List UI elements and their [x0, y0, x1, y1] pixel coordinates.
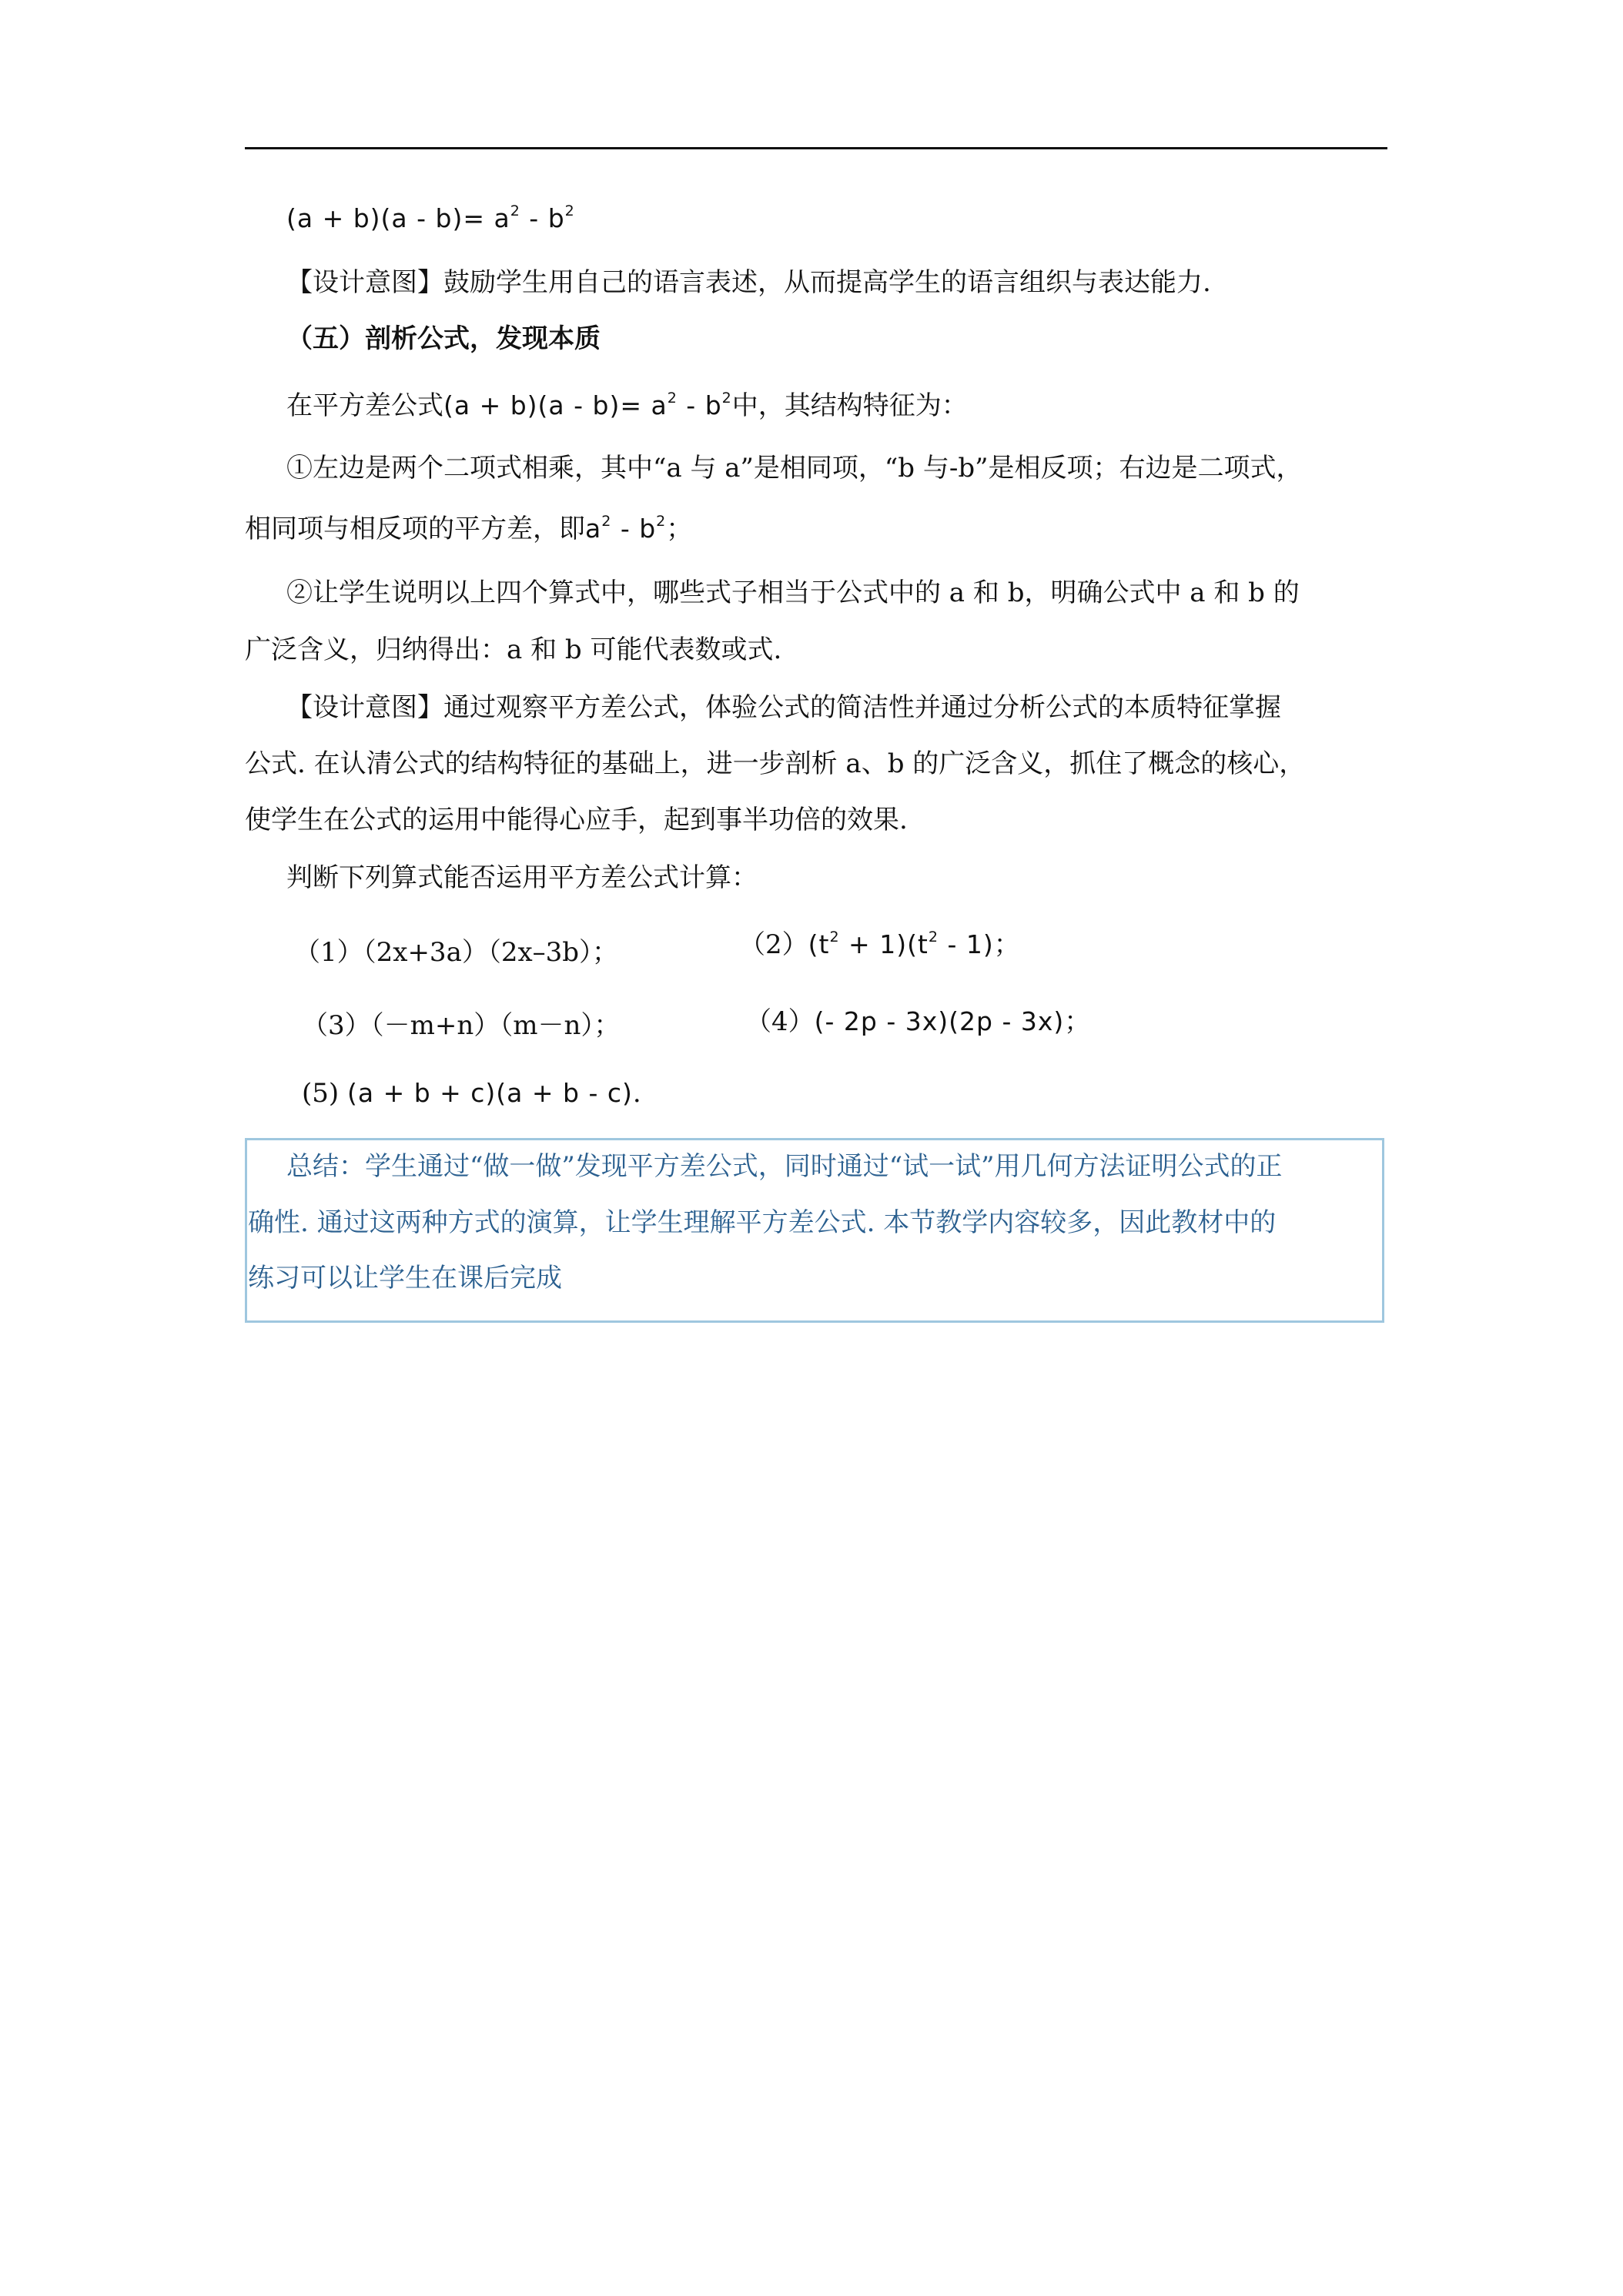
exercise-tail: ； — [993, 929, 1020, 960]
exercise-number: （2） — [739, 929, 808, 960]
exercise-1 — [294, 935, 618, 969]
formula-exponent: 2 — [928, 929, 939, 946]
exercise-expression — [808, 929, 994, 959]
formula-exponent: 2 — [564, 202, 575, 219]
exercise-number: （1） — [294, 937, 363, 968]
intro-formula — [443, 390, 732, 420]
exercise-2 — [739, 928, 1020, 962]
formula-exponent: 2 — [601, 513, 612, 530]
design-intent-2-line-2: 公式. 在认清公式的结构特征的基础上，进一步剖析 a、b 的广泛含义，抓住了概念的核心， — [245, 748, 1306, 779]
exercise-tail: . — [632, 1078, 641, 1109]
point-1-suffix: ； — [666, 514, 693, 544]
point-1-prefix: 相同项与相反项的平方差，即 — [245, 514, 585, 544]
exercise-number: （4） — [745, 1006, 815, 1037]
exercise-3 — [302, 1009, 620, 1043]
formula-part: - b — [520, 203, 565, 233]
formula-part: (a + b)(a - b)= a — [443, 390, 668, 420]
exercise-number: （3） — [302, 1010, 371, 1041]
summary-line-1: 总结：学生通过“做一做”发现平方差公式，同时通过“试一试”用几何方法证明公式的正 — [286, 1151, 1283, 1182]
design-intent-2-line-1: 【设计意图】通过观察平方差公式，体验公式的简洁性并通过分析公式的本质特征掌握 — [286, 692, 1281, 723]
formula-part: (t — [808, 929, 830, 959]
section-five-title: （五）剖析公式，发现本质 — [286, 323, 601, 354]
formula-part: - b — [677, 390, 722, 420]
formula-part: - 1) — [938, 929, 994, 959]
formula-part: (a + b)(a - b)= a — [286, 203, 510, 233]
intro-prefix: 在平方差公式 — [286, 390, 443, 421]
formula-part: a — [585, 514, 602, 544]
exercise-expression: （－m+n）（m－n）； — [370, 1010, 621, 1041]
formula-exponent: 2 — [829, 929, 840, 946]
exercise-prompt: 判断下列算式能否运用平方差公式计算： — [286, 862, 758, 893]
exercise-5 — [302, 1076, 641, 1110]
formula-difference-of-squares — [286, 202, 575, 236]
point-1-line-1: ①左边是两个二项式相乘，其中“a 与 a”是相同项，“b 与-b”是相反项；右边是二项式， — [286, 453, 1303, 484]
exercise-expression: (- 2p - 3x)(2p - 3x) — [814, 1006, 1065, 1036]
exercise-number: (5) — [302, 1078, 340, 1109]
header-rule — [245, 147, 1387, 149]
formula-exponent: 2 — [656, 513, 667, 530]
structure-intro — [286, 389, 968, 423]
point-2-line-1: ②让学生说明以上四个算式中，哪些式子相当于公式中的 a 和 b，明确公式中 a 和 b 的 — [286, 577, 1300, 608]
formula-exponent: 2 — [721, 390, 732, 407]
exercise-expression: （2x+3a）（2x–3b）； — [363, 937, 619, 968]
formula-exponent: 2 — [510, 202, 520, 219]
exercise-expression: (a + b + c)(a + b - c) — [346, 1078, 633, 1108]
exercise-4 — [745, 1005, 1090, 1039]
summary-line-2: 确性. 通过这两种方式的演算，让学生理解平方差公式. 本节教学内容较多，因此教材中的 — [248, 1207, 1277, 1238]
design-intent-1: 【设计意图】鼓励学生用自己的语言表述，从而提高学生的语言组织与表达能力. — [286, 267, 1211, 298]
summary-line-3: 练习可以让学生在课后完成 — [248, 1263, 562, 1294]
intro-suffix: 中，其结构特征为： — [731, 390, 968, 421]
formula-exponent: 2 — [667, 390, 678, 407]
exercise-tail: ； — [1064, 1006, 1091, 1037]
design-intent-2-line-3: 使学生在公式的运用中能得心应手，起到事半功倍的效果. — [245, 805, 908, 835]
point-2-line-2: 广泛含义，归纳得出：a 和 b 可能代表数或式. — [245, 634, 782, 665]
formula-part: - b — [611, 514, 657, 544]
point-1-formula — [585, 514, 666, 544]
formula-part: + 1)(t — [839, 929, 929, 959]
point-1-line-2 — [245, 512, 692, 546]
